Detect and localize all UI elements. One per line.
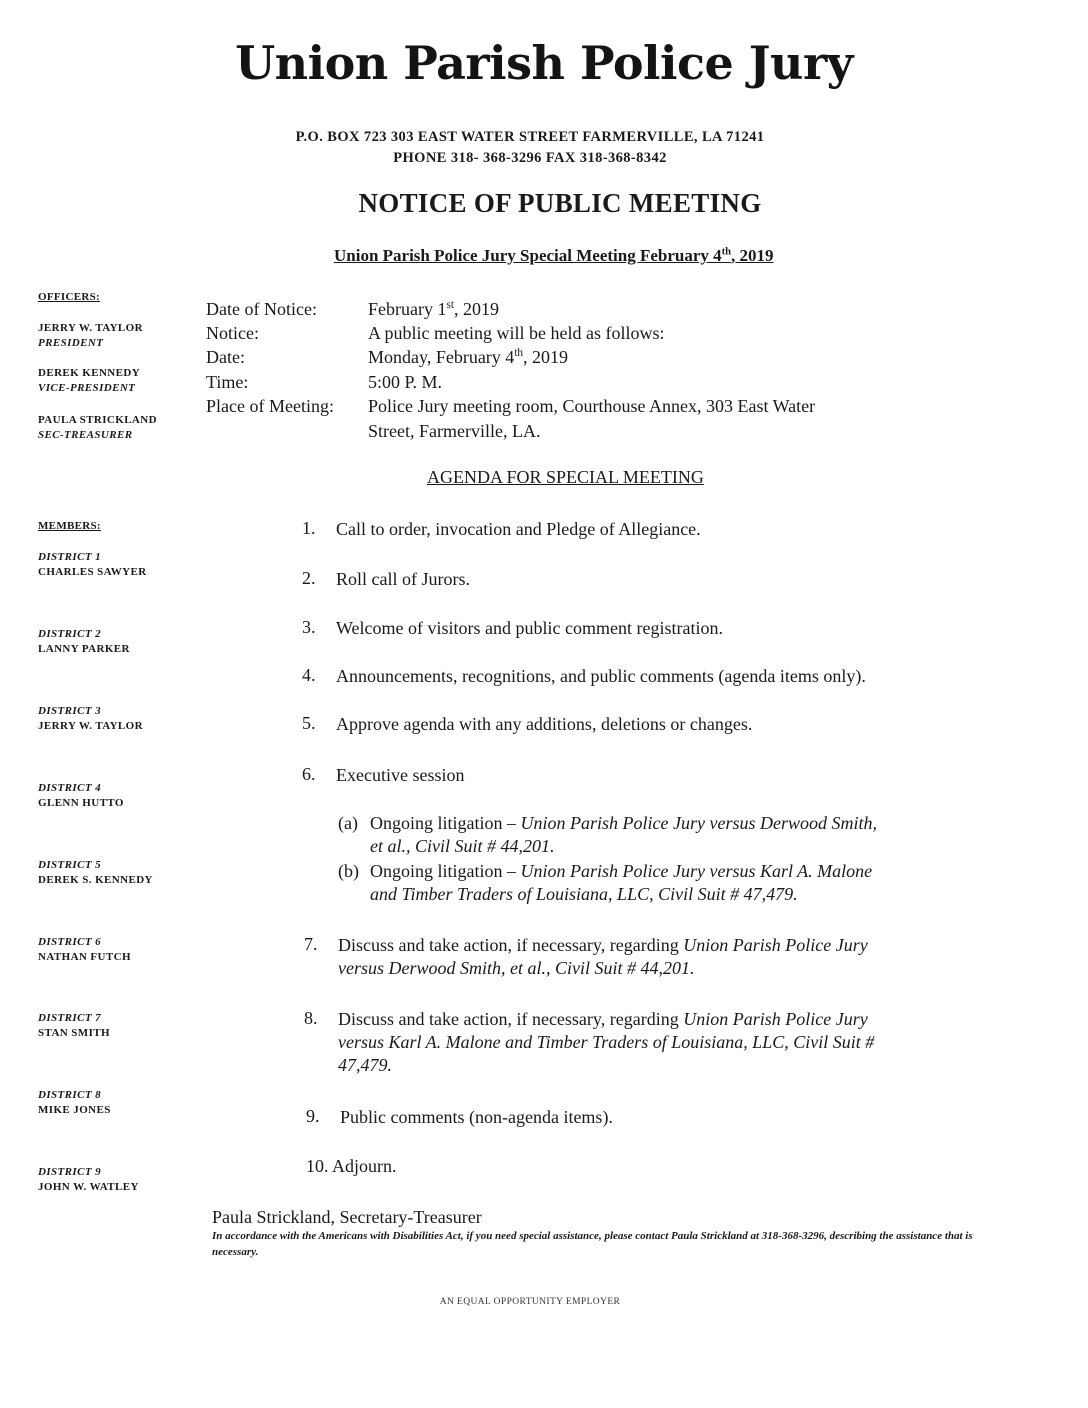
agenda-item-number: 8. (304, 1008, 318, 1028)
meeting-subtitle: Union Parish Police Jury Special Meeting February 4th, 2019 (334, 246, 774, 265)
member-name: STAN SMITH (38, 1027, 110, 1039)
member-district: DISTRICT 2 (38, 628, 101, 640)
agenda-item-number: 5. (302, 713, 316, 733)
member-name: JERRY W. TAYLOR (38, 720, 143, 732)
agenda-subitem (338, 812, 998, 862)
agenda-item-number: 1. (302, 518, 316, 538)
officers-heading: OFFICERS: (38, 291, 100, 303)
member-entry (38, 1165, 139, 1195)
officer-entry (38, 413, 157, 443)
agenda-item (306, 1156, 397, 1177)
member-entry (38, 627, 130, 657)
agenda-item-number: 7. (304, 934, 318, 954)
agenda-item (304, 1008, 1004, 1080)
member-entry (38, 704, 143, 734)
agenda-item-text: Public comments (non-agenda items). (340, 1107, 613, 1127)
ada-notice: In accordance with the Americans with Disabilities Act, if you need special assistance, please contact Paula Strickland at 318-368-3296, describing the assistance that is necessary. (212, 1230, 973, 1258)
agenda-item-text: Roll call of Jurors. (336, 569, 470, 589)
phone-fax-line: PHONE 318- 368-3296 FAX 318-368-8342 (393, 150, 667, 166)
agenda-item-text: Executive session (336, 765, 465, 785)
member-name: CHARLES SAWYER (38, 566, 147, 578)
equal-opportunity-footer: AN EQUAL OPPORTUNITY EMPLOYER (439, 1297, 621, 1307)
member-district: DISTRICT 6 (38, 936, 101, 948)
officer-name: PAULA STRICKLAND (38, 414, 157, 426)
agenda-item-text: Approve agenda with any additions, deletions or changes. (336, 714, 753, 734)
notice-value: A public meeting will be held as follows: (368, 323, 665, 343)
time-label: Time: (206, 372, 249, 392)
member-entry (38, 1088, 111, 1118)
agenda-item-text: Call to order, invocation and Pledge of Allegiance. (336, 519, 701, 539)
officer-role: VICE-PRESIDENT (38, 382, 136, 394)
agenda-item-text: Welcome of visitors and public comment registration. (336, 618, 723, 638)
agenda-subitem-text: Ongoing litigation – Union Parish Police Jury versus Karl A. Malone and Timber Traders of Louisiana, LLC, Civil Suit # 47,479. (370, 861, 873, 904)
member-district: DISTRICT 3 (38, 705, 101, 717)
agenda-subitem-label: (a) (338, 813, 358, 833)
member-name: DEREK S. KENNEDY (38, 874, 153, 886)
officer-entry (38, 366, 140, 396)
member-district: DISTRICT 8 (38, 1089, 101, 1101)
date-of-notice-value: February 1st, 2019 (368, 299, 499, 319)
agenda-item-text: Announcements, recognitions, and public comments (agenda items only). (336, 666, 866, 686)
agenda-subitem (338, 860, 998, 910)
address-line: P.O. BOX 723 303 EAST WATER STREET FARMERVILLE, LA 71241 (295, 129, 765, 145)
agenda-item-text: Discuss and take action, if necessary, regarding Union Parish Police Jury versus Derwood Smith, et al., Civil Suit # 44,201. (338, 935, 868, 978)
member-name: JOHN W. WATLEY (38, 1181, 139, 1193)
agenda-item-number: 3. (302, 617, 316, 637)
agenda-item-number: 6. (302, 764, 316, 784)
agenda-item-text: Discuss and take action, if necessary, regarding Union Parish Police Jury versus Karl A. Malone and Timber Traders of Louisiana, LLC, Civil Suit # 47,479. (338, 1009, 875, 1075)
agenda-title: AGENDA FOR SPECIAL MEETING (427, 467, 704, 487)
member-entry (38, 935, 131, 965)
officer-role: PRESIDENT (38, 337, 104, 349)
time-value: 5:00 P. M. (368, 372, 443, 392)
member-district: DISTRICT 9 (38, 1166, 101, 1178)
member-entry (38, 1011, 110, 1041)
member-name: MIKE JONES (38, 1104, 111, 1116)
place-value-line1: Police Jury meeting room, Courthouse Annex, 303 East Water (368, 396, 816, 416)
officer-role: SEC-TREASURER (38, 429, 133, 441)
agenda-subitem-text: Ongoing litigation – Union Parish Police Jury versus Derwood Smith, et al., Civil Suit # 44,201. (370, 813, 877, 856)
member-name: GLENN HUTTO (38, 797, 124, 809)
member-entry (38, 550, 147, 580)
member-entry (38, 781, 124, 811)
member-district: DISTRICT 7 (38, 1012, 101, 1024)
notice-title: NOTICE OF PUBLIC MEETING (358, 188, 762, 218)
page-title: Union Parish Police Jury (235, 36, 853, 90)
agenda-item-text: Adjourn. (332, 1156, 397, 1176)
agenda-item-number: 9. (306, 1106, 320, 1126)
agenda-item-number: 4. (302, 665, 316, 685)
signature-line: Paula Strickland, Secretary-Treasurer (212, 1207, 482, 1227)
member-entry (38, 858, 153, 888)
member-name: LANNY PARKER (38, 643, 130, 655)
place-label: Place of Meeting: (206, 396, 334, 416)
date-of-notice-label: Date of Notice: (206, 299, 317, 319)
officer-name: DEREK KENNEDY (38, 367, 141, 379)
member-district: DISTRICT 1 (38, 551, 101, 563)
officer-entry (38, 321, 143, 351)
officer-name: JERRY W. TAYLOR (38, 322, 143, 334)
date-value: Monday, February 4th, 2019 (368, 347, 568, 367)
member-name: NATHAN FUTCH (38, 951, 131, 963)
members-heading: MEMBERS: (38, 520, 101, 532)
notice-label: Notice: (206, 323, 259, 343)
agenda-item-number: 10. (306, 1156, 329, 1176)
agenda-subitem-label: (b) (338, 861, 359, 881)
place-value-line2: Street, Farmerville, LA. (368, 421, 541, 441)
member-district: DISTRICT 5 (38, 859, 101, 871)
agenda-item-number: 2. (302, 568, 316, 588)
member-district: DISTRICT 4 (38, 782, 101, 794)
date-label: Date: (206, 347, 245, 367)
agenda-item (304, 934, 1004, 984)
